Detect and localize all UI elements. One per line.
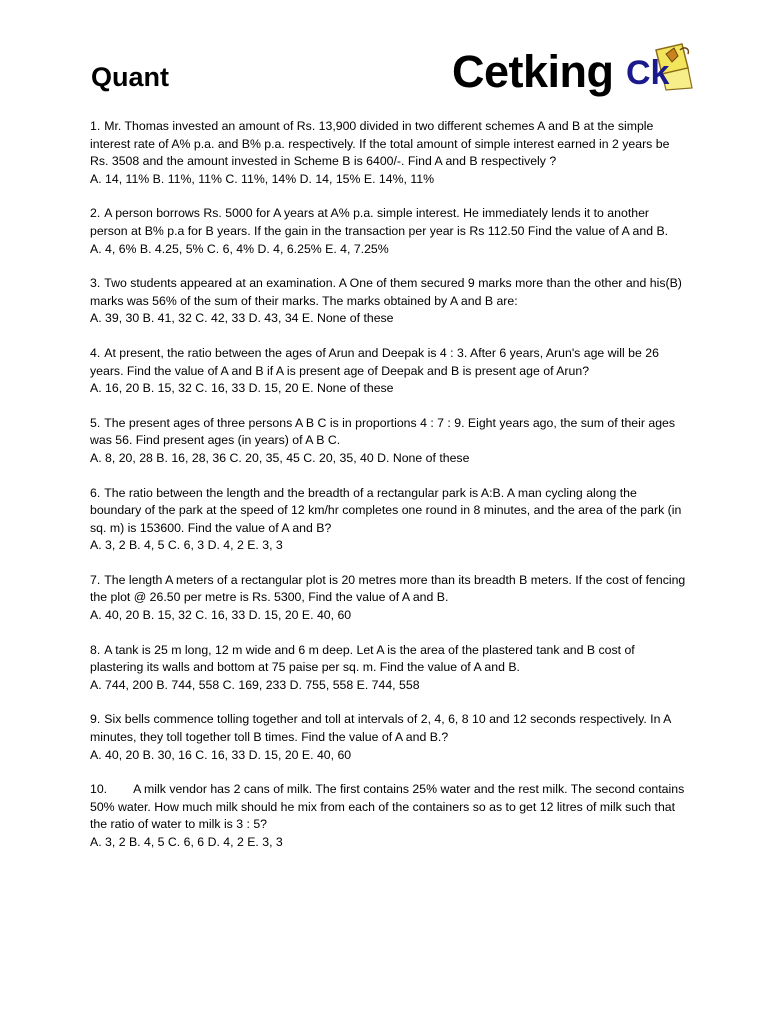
question-2	[90, 205, 690, 258]
question-4	[90, 345, 690, 398]
question-1-text: 1. Mr. Thomas invested an amount of Rs. 13,900 divided in two different schemes A and B at the simple interest rate of A% p.a. and B% p.a. respectively. If the total amount of simple interest earned in 2 years be Rs. 3508 and the amount invested in Scheme B is 6400/-. Find A and B respectively ?	[90, 119, 670, 169]
question-number: 3.	[90, 276, 101, 291]
question-list	[90, 118, 690, 852]
question-5-text: 5. The present ages of three persons A B C is in proportions 4 : 7 : 9. Eight years ago, the sum of their ages was 56. Find present ages (in years) of A B C.	[90, 415, 676, 448]
question-number: 9.	[90, 712, 101, 727]
question-3-text: 3. Two students appeared at an examination. A One of them secured 9 marks more than the other and his(B) marks was 56% of the sum of their marks. The marks obtained by A and B are:	[90, 276, 682, 308]
question-7	[90, 572, 690, 625]
question-10	[90, 781, 690, 851]
question-5-options: A. 8, 20, 28 B. 16, 28, 36 C. 20, 35, 45 C. 20, 35, 40 D. None of these	[90, 450, 470, 465]
question-2-text: 2. A person borrows Rs. 5000 for A years at A% p.a. simple interest. He immediately lends it to another person at B% p.a for B years. If the gain in the transaction per year is Rs 112.50 Find the value of A and B.	[90, 206, 669, 238]
question-6-text: 6. The ratio between the length and the breadth of a rectangular park is A:B. A man cycling along the boundary of the park at the speed of 12 km/hr completes one round in 8 minutes, and the area of the park (in sq. m) is 153600. Find the value of A and B?	[90, 485, 682, 535]
question-5	[90, 415, 690, 468]
question-9	[90, 711, 690, 764]
question-number: 4.	[90, 345, 101, 360]
question-3-options: A. 39, 30 B. 41, 32 C. 42, 33 D. 43, 34 E. None of these	[90, 311, 394, 326]
question-7-options: A. 40, 20 B. 15, 32 C. 16, 33 D. 15, 20 E. 40, 60	[90, 608, 352, 623]
question-6-options: A. 3, 2 B. 4, 5 C. 6, 3 D. 4, 2 E. 3, 3	[90, 538, 283, 553]
question-7-text: 7. The length A meters of a rectangular plot is 20 metres more than its breadth B meters. If the cost of fencing the plot @ 26.50 per metre is Rs. 5300, Find the value of A and B.	[90, 572, 686, 605]
question-9-text: 9. Six bells commence tolling together and toll at intervals of 2, 4, 6, 8 10 and 12 seconds respectively. In A minutes, they toll together toll B times. Find the value of A and B.?	[90, 712, 671, 745]
question-number: 1.	[90, 119, 101, 133]
question-number: 2.	[90, 206, 101, 221]
brand-logo	[622, 40, 702, 100]
page-title: Quant	[91, 62, 169, 92]
question-6	[90, 485, 690, 555]
question-8-text: 8. A tank is 25 m long, 12 m wide and 6 m deep. Let A is the area of the plastered tank and B cost of plastering its walls and bottom at 75 paise per sq. m. Find the value of A and B.	[90, 642, 635, 675]
question-number: 7.	[90, 572, 101, 587]
question-1-options: A. 14, 11% B. 11%, 11% C. 11%, 14% D. 14, 15% E. 14%, 11%	[90, 171, 435, 186]
question-number: 5.	[90, 415, 101, 430]
question-number: 10.	[90, 782, 108, 797]
brand-name: Cetking	[452, 46, 614, 97]
question-4-text: 4. At present, the ratio between the ages of Arun and Deepak is 4 : 3. After 6 years, Arun's age will be 26 years. Find the value of A and B if A is present age of Deepak and B is present age of Arun?	[90, 345, 659, 378]
question-number: 6.	[90, 485, 101, 500]
question-4-options: A. 16, 20 B. 15, 32 C. 16, 33 D. 15, 20 E. None of these	[90, 381, 394, 396]
question-8	[90, 642, 690, 695]
question-10-options: A. 3, 2 B. 4, 5 C. 6, 6 D. 4, 2 E. 3, 3	[90, 835, 283, 849]
logo-letters: Ck	[626, 54, 670, 92]
question-9-options: A. 40, 20 B. 30, 16 C. 16, 33 D. 15, 20 E. 40, 60	[90, 747, 352, 762]
question-2-options: A. 4, 6% B. 4.25, 5% C. 6, 4% D. 4, 6.25% E. 4, 7.25%	[90, 241, 389, 256]
page-header	[0, 0, 768, 110]
question-1	[90, 118, 690, 188]
question-10-text: 10. A milk vendor has 2 cans of milk. The first contains 25% water and the rest milk. The second contains 50% water. How much milk should he mix from each of the containers so as to get 12 litres of milk such that the ratio of water to milk is 3 : 5?	[90, 782, 685, 832]
question-number: 8.	[90, 642, 101, 657]
question-3	[90, 275, 690, 328]
question-8-options: A. 744, 200 B. 744, 558 C. 169, 233 D. 755, 558 E. 744, 558	[90, 677, 420, 692]
